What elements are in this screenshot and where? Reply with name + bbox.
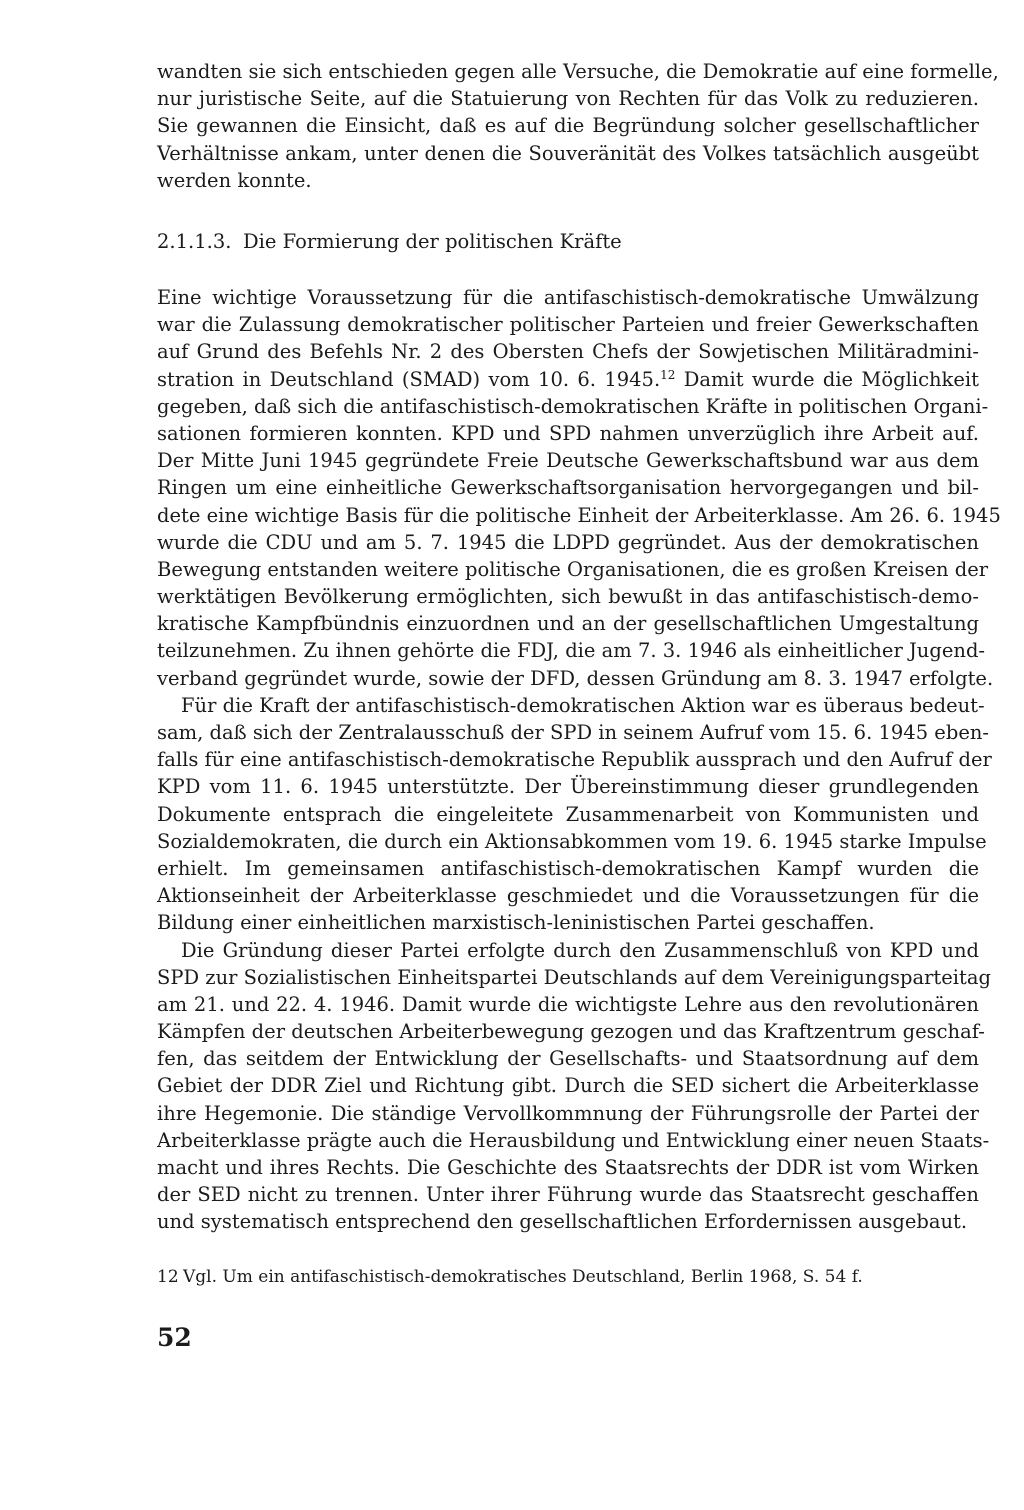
text-line: Sozialdemokraten, die durch ein Aktionsabkommen vom 19. 6. 1945 starke Impulse bbox=[157, 829, 987, 853]
text-line: Der Mitte Juni 1945 gegründete Freie Deutsche Gewerkschaftsbund war aus dem bbox=[157, 449, 979, 473]
section-heading bbox=[157, 228, 622, 256]
text-segment: stration in Deutschland (SMAD) vom 10. 6. 1945. bbox=[157, 367, 661, 391]
text-line: Bildung einer einheitlichen marxistisch-leninistischen Partei geschaffen. bbox=[157, 911, 875, 935]
text-line: sam, daß sich der Zentralausschuß der SPD in seinem Aufruf vom 15. 6. 1945 eben- bbox=[157, 721, 990, 744]
text-line: wurde die CDU und am 5. 7. 1945 die LDPD gegründet. Aus der demokratischen bbox=[157, 530, 979, 554]
footnote-text: Vgl. Um ein antifaschistisch-demokratisches Deutschland, Berlin 1968, S. 54 f. bbox=[183, 1267, 863, 1287]
text-line: fen, das seitdem der Entwicklung der Gesellschafts- und Staatsordnung auf dem bbox=[157, 1047, 979, 1071]
section-number: 2.1.1.3. bbox=[157, 230, 232, 253]
text-line: nur juristische Seite, auf die Statuierung von Rechten für das Volk zu reduzieren. bbox=[157, 87, 979, 111]
text-line: Bewegung entstanden weitere politische Organisationen, die es großen Kreisen der bbox=[157, 557, 989, 581]
text-line: der SED nicht zu trennen. Unter ihrer Führung wurde das Staatsrecht geschaffen bbox=[157, 1183, 979, 1207]
text-line: kratische Kampfbündnis einzuordnen und an der gesellschaftlichen Umgestaltung bbox=[157, 612, 979, 636]
text-line: Ringen um eine einheitliche Gewerkschaftsorganisation hervorgegangen und bil- bbox=[157, 476, 979, 500]
text-line bbox=[157, 366, 979, 393]
text-line: dete eine wichtige Basis für die politische Einheit der Arbeiterklasse. Am 26. 6. 1945 bbox=[157, 503, 1001, 527]
text-line: auf Grund des Befehls Nr. 2 des Obersten Chefs der Sowjetischen Militäradmini- bbox=[157, 340, 979, 364]
text-line: gegeben, daß sich die antifaschistisch-demokratischen Kräfte in politischen Organi- bbox=[157, 394, 989, 418]
text-line: und systematisch entsprechend den gesellschaftlichen Erfordernissen ausgebaut. bbox=[157, 1210, 968, 1234]
footnote-reference: 12 bbox=[660, 367, 676, 382]
footnote-number: 12 bbox=[157, 1267, 179, 1287]
text-segment: Damit wurde die Möglichkeit bbox=[675, 367, 979, 391]
footnote bbox=[157, 1265, 863, 1289]
paragraph-3 bbox=[157, 937, 991, 1236]
text-line: Dokumente entsprach die eingeleitete Zusammenarbeit von Kommunisten und bbox=[157, 802, 979, 826]
text-line: war die Zulassung demokratischer politischer Parteien und freier Gewerkschaften bbox=[157, 313, 979, 337]
text-line: Sie gewannen die Einsicht, daß es auf die Begründung solcher gesellschaftlicher bbox=[157, 114, 979, 138]
text-line: KPD vom 11. 6. 1945 unterstützte. Der Übereinstimmung dieser grundlegenden bbox=[157, 775, 979, 799]
body-text bbox=[157, 284, 1001, 1236]
text-line: ihre Hegemonie. Die ständige Vervollkommnung der Führungsrolle der Partei der bbox=[157, 1101, 979, 1125]
text-line: Die Gründung dieser Partei erfolgte durch den Zusammenschluß von KPD und bbox=[181, 938, 979, 962]
text-line: Eine wichtige Voraussetzung für die antifaschistisch-demokratische Umwälzung bbox=[157, 286, 979, 309]
paragraph-1 bbox=[157, 284, 1001, 692]
text-line: werktätigen Bevölkerung ermöglichten, sich bewußt in das antifaschistisch-demo- bbox=[157, 585, 979, 609]
text-line: Verhältnisse ankam, unter denen die Souveränität des Volkes tatsächlich ausgeübt bbox=[157, 141, 979, 165]
text-line: verband gegründet wurde, sowie der DFD, dessen Gründung am 8. 3. 1947 erfolgte. bbox=[157, 666, 994, 690]
text-line: wandten sie sich entschieden gegen alle Versuche, die Demokratie auf eine formelle, bbox=[157, 60, 999, 83]
text-line: Für die Kraft der antifaschistisch-demokratischen Aktion war es überaus bedeut- bbox=[181, 693, 985, 717]
paragraph-2 bbox=[157, 692, 992, 937]
text-line: Aktionseinheit der Arbeiterklasse geschmiedet und die Voraussetzungen für die bbox=[157, 884, 979, 908]
text-line: Kämpfen der deutschen Arbeiterbewegung gezogen und das Kraftzentrum geschaf- bbox=[157, 1020, 985, 1044]
text-line: macht und ihres Rechts. Die Geschichte des Staatsrechts der DDR ist vom Wirken bbox=[157, 1156, 979, 1179]
page-number: 52 bbox=[157, 1323, 192, 1352]
section-title: Die Formierung der politischen Kräfte bbox=[243, 230, 622, 253]
text-line: am 21. und 22. 4. 1946. Damit wurde die wichtigste Lehre aus den revolutionären bbox=[157, 992, 979, 1016]
text-line: werden konnte. bbox=[157, 168, 312, 192]
text-line: Arbeiterklasse prägte auch die Herausbildung und Entwicklung einer neuen Staats- bbox=[157, 1128, 990, 1152]
intro-paragraph bbox=[157, 58, 999, 194]
text-line: falls für eine antifaschistisch-demokratische Republik aussprach und den Aufruf der bbox=[157, 748, 992, 772]
text-line: teilzunehmen. Zu ihnen gehörte die FDJ, die am 7. 3. 1946 als einheitlicher Jugend- bbox=[157, 639, 986, 663]
text-line: sationen formieren konnten. KPD und SPD nahmen unverzüglich ihre Arbeit auf. bbox=[157, 421, 979, 445]
text-line: erhielt. Im gemeinsamen antifaschistisch-demokratischen Kampf wurden die bbox=[157, 856, 979, 880]
text-line: Gebiet der DDR Ziel und Richtung gibt. Durch die SED sichert die Arbeiterklasse bbox=[157, 1074, 979, 1098]
text-line: SPD zur Sozialistischen Einheitspartei Deutschlands auf dem Vereinigungsparteitag bbox=[157, 965, 991, 989]
